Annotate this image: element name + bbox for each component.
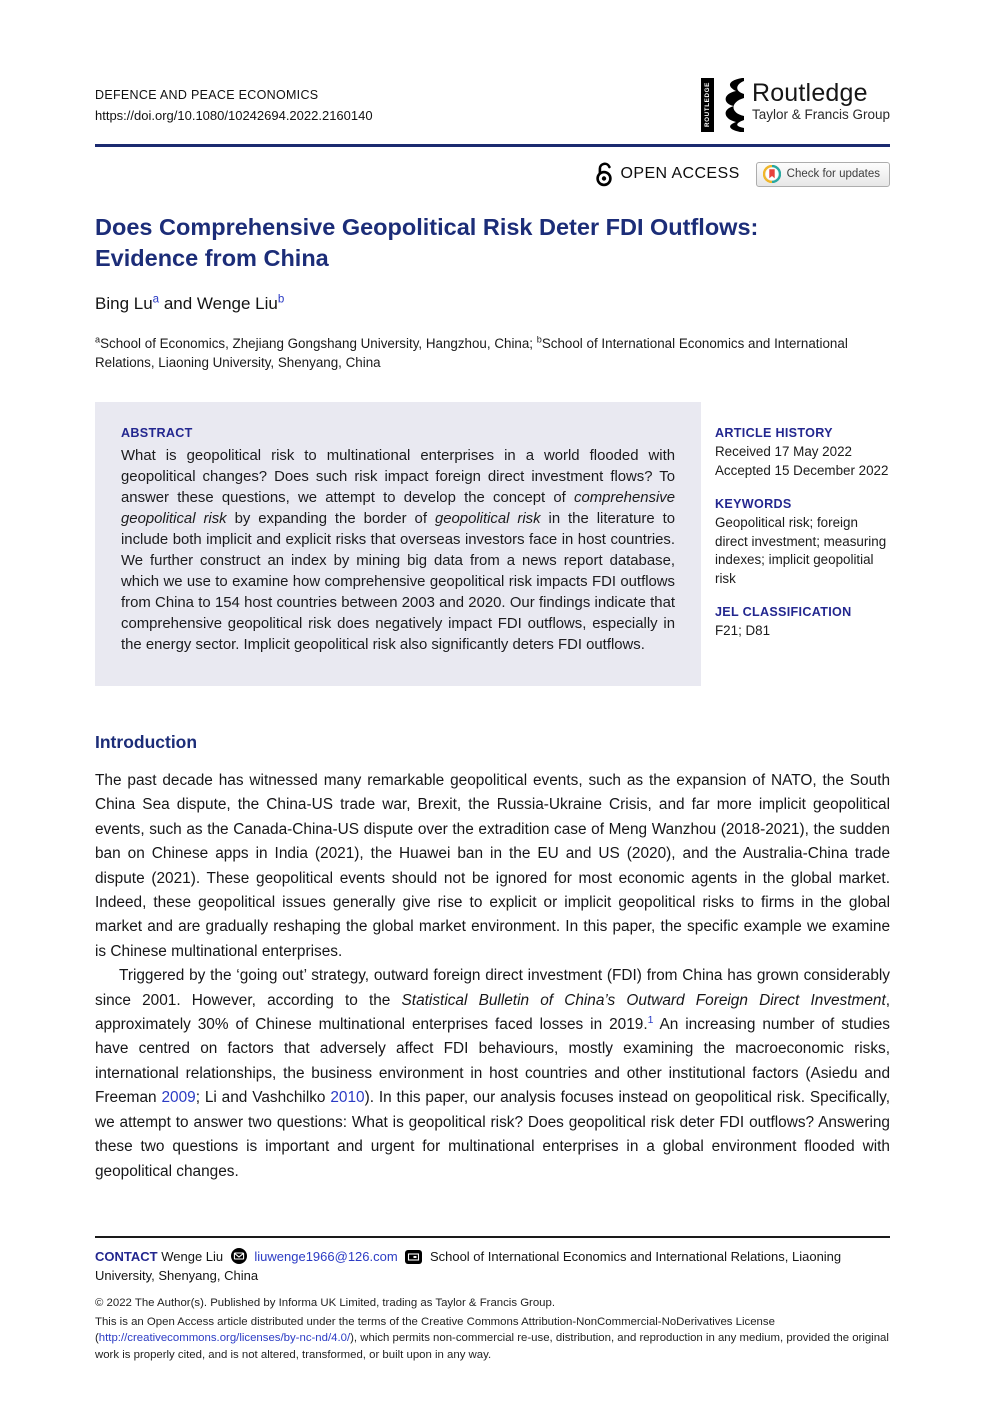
text-segment: comprehensive geopolitical risk (121, 490, 675, 527)
abstract-text (121, 446, 675, 656)
text-segment: What is geopolitical risk to multinational enterprises in a world flooded with geopolitical changes? Does such risk impact foreign direct investment flows? To answer these questions, we attempt to develop the concept of (121, 448, 675, 506)
journal-name: DEFENCE AND PEACE ECONOMICS (95, 88, 319, 102)
doi-link[interactable]: https://doi.org/10.1080/10242694.2022.2160140 (95, 108, 373, 123)
keywords-heading: KEYWORDS (715, 497, 792, 511)
text-segment: in the literature to include both implicit and explicit risks that overseas investors face in host countries. We further construct an index by mining big data from a news report database, which we use to examine how comprehensive geopolitical risk impacts FDI outflows from China to 154 host countries between 2003 and 2020. Our findings indicate that comprehensive geopolitical risk does negatively impact FDI outflows, especially in the energy sector. Implicit geopolitical risk also significantly deters FDI outflows. (121, 511, 675, 653)
keywords-group (715, 497, 890, 588)
publisher-group: Taylor & Francis Group (751, 107, 890, 122)
footnote-ref-1[interactable]: 1 (647, 1014, 654, 1026)
masthead (95, 79, 890, 132)
text-segment: An increasing number of studies have centred on factors that adversely affect FDI behaviours, mostly examining the macroeconomic risks, international relationships, the business environment in host countries and other institutional factors (Asiedu and Freeman (95, 1016, 890, 1107)
text-segment: This is an Open Access article distributed under the terms of the Creative Commons Attribution-NonCommercial-NoDerivatives License ( (95, 1315, 775, 1345)
routledge-vertical-text: ROUTLEDGE (701, 78, 714, 132)
contact-line (95, 1247, 890, 1285)
footer (95, 1236, 890, 1364)
intro-paragraph-1: The past decade has witnessed many remarkable geopolitical events, such as the expansion of NATO, the South China Sea dispute, the China-US trade war, Brexit, the Russia-Ukraine Crisis, and far more implicit geopolitical events, such as the Canada-China-US dispute over the extradition case of Meng Wanzhou (2018-2021), the sudden ban on Chinese apps in India (2021), the Huawei ban in the EU and US (2020), and the Australia-China trade dispute (2021). These geopolitical events should not be ignored for most economic agents in the global market. Indeed, these geopolitical issues generally give rise to explicit or implicit geopolitical risks to firms in the global market and are gradually reshaping the global market environment. In this paper, the specific example we examine is Chinese multinational enterprises. (95, 772, 890, 960)
text-segment: geopolitical risk (434, 511, 541, 527)
text-segment: b (536, 334, 542, 345)
text-segment: and Wenge Liu (159, 294, 278, 313)
open-lock-icon (595, 161, 614, 187)
text-segment: , approximately 30% of Chinese multinational enterprises faced losses in 2019. (95, 991, 891, 1034)
publisher-logo[interactable] (701, 78, 890, 132)
affiliations (95, 334, 890, 372)
text-segment: Statistical Bulletin of China’s Outward Foreign Direct Investment (401, 991, 886, 1009)
text-segment: Triggered by the ‘going out’ strategy, outward foreign direct investment (FDI) from China has grown considerably since 2001. However, according to the (95, 967, 890, 1009)
authors-line (95, 294, 890, 314)
routledge-brace-icon (714, 78, 744, 132)
jel-codes: F21; D81 (715, 623, 771, 638)
publisher-names (752, 78, 890, 122)
badges-row (95, 160, 890, 188)
contact-name: Wenge Liu (161, 1248, 224, 1264)
crossmark-icon (763, 165, 781, 183)
article-history-group (715, 426, 890, 480)
affiliation-ref-b[interactable]: b (277, 293, 285, 306)
accepted-date: Accepted 15 December 2022 (715, 462, 889, 478)
check-for-updates-button[interactable] (756, 162, 890, 187)
header-rule (95, 144, 890, 147)
text-segment: ). In this paper, our analysis focuses instead on geopolitical risk. Specifically, we attempt to answer two questions: What is geopolitical risk? Does geopolitical risk deter FDI outflows? Answering these two questions is important and urgent for multinational enterprises in a global environment flooded with geopolitical changes. (95, 1089, 890, 1180)
journal-block (95, 88, 373, 123)
text-segment: a (95, 334, 101, 345)
open-access-label: OPEN ACCESS (620, 165, 740, 182)
keywords-text: Geopolitical risk; foreign direct investment; measuring indexes; implicit geopolitial risk (715, 515, 887, 586)
text-segment: ; Li and Vashchilko (195, 1089, 331, 1107)
text-segment: by expanding the border of (226, 511, 435, 527)
text-segment: School of International Economics and International Relations, Liaoning University, Shenyang, China (95, 336, 848, 370)
institution-icon (405, 1250, 422, 1264)
license-text (95, 1314, 890, 1364)
contact-address: School of International Economics and International Relations, Liaoning University, Shenyang, China (95, 1248, 842, 1283)
article-history-heading: ARTICLE HISTORY (715, 426, 833, 440)
affiliation-ref-a[interactable]: a (152, 293, 160, 306)
text-segment: ), which permits non-commercial re-use, distribution, and reproduction in any medium, provided the original work is properly cited, and is not altered, transformed, or built upon in any way. (95, 1332, 889, 1361)
check-for-updates-label: Check for updates (786, 168, 880, 180)
citation-asiedu-freeman-2009[interactable]: 2009 (161, 1089, 196, 1107)
abstract-box (95, 402, 701, 686)
abstract-section (95, 402, 890, 686)
article-title: Does Comprehensive Geopolitical Risk Deter FDI Outflows: Evidence from China (95, 214, 759, 271)
copyright-line: © 2022 The Author(s). Published by Informa UK Limited, trading as Taylor & Francis Group. (95, 1296, 556, 1309)
footer-rule (95, 1236, 890, 1238)
intro-paragraph-2 (95, 964, 890, 1184)
abstract-heading: ABSTRACT (121, 426, 193, 440)
received-date: Received 17 May 2022 (715, 444, 852, 459)
open-access-badge[interactable] (595, 161, 740, 187)
citation-li-vashchilko-2010[interactable]: 2010 (330, 1089, 365, 1107)
text-segment: Bing Lu (95, 294, 153, 313)
license-url[interactable]: http://creativecommons.org/licenses/by-nc-nd/4.0/ (98, 1332, 351, 1345)
publisher-name: Routledge (751, 79, 868, 107)
introduction-heading: Introduction (95, 732, 198, 752)
contact-label: CONTACT (95, 1248, 158, 1264)
jel-heading: JEL CLASSIFICATION (715, 605, 852, 619)
routledge-colophon-icon (701, 78, 744, 132)
jel-group (715, 605, 890, 641)
contact-email-link[interactable]: liuwenge1966@126.com (254, 1248, 398, 1264)
email-icon (231, 1248, 247, 1264)
text-segment: School of Economics, Zhejiang Gongshang University, Hangzhou, China; (100, 336, 537, 351)
article-meta-sidebar (715, 402, 890, 686)
